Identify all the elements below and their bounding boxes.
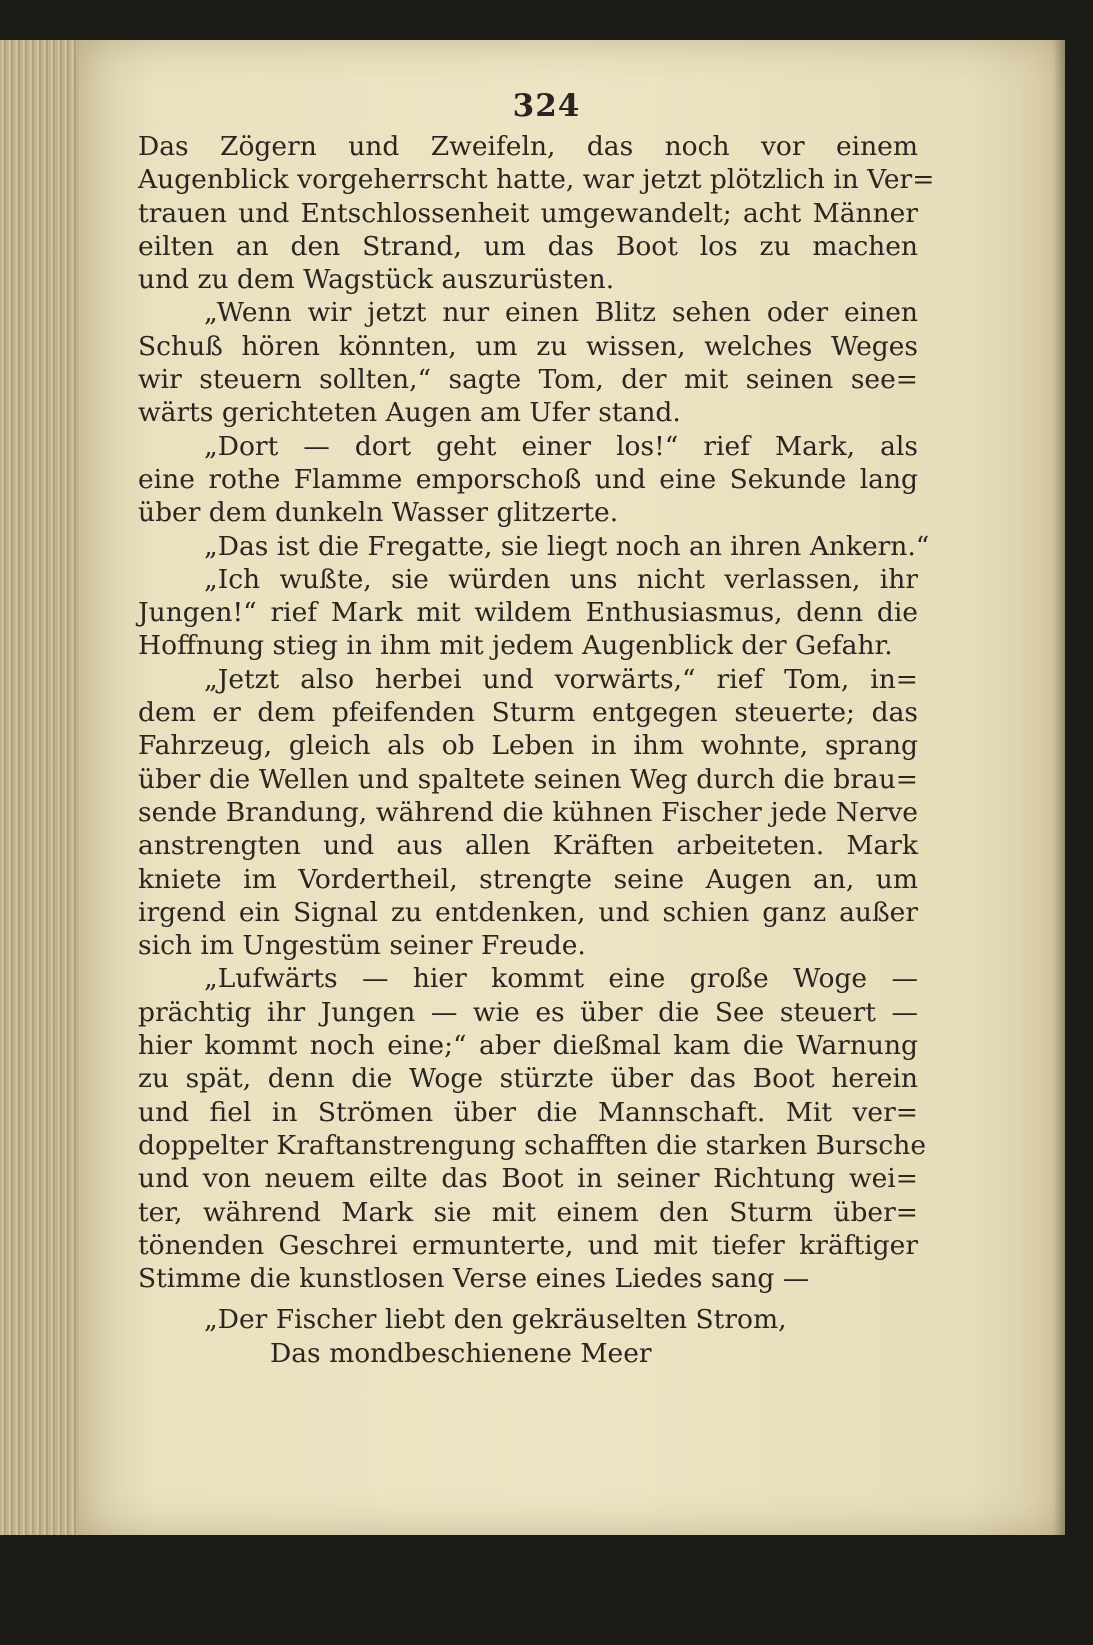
page-edges [0,40,82,1535]
text-line: eilten an den Strand, um das Boot los zu machen [138,230,918,262]
text-line: irgend ein Signal zu entdenken, und schien ganz außer [138,896,918,928]
text-line: über die Wellen und spaltete seinen Weg durch die brau= [138,763,918,795]
text-line: prächtig ihr Jungen — wie es über die See steuert — [138,996,918,1028]
text-line: eine rothe Flamme emporschoß und eine Sekunde lang [138,463,918,495]
text-line: wir steuern sollten,“ sagte Tom, der mit seinen see= [138,364,918,396]
text-line: wärts gerichteten Augen am Ufer stand. [138,397,681,429]
text-line: sich im Ungestüm seiner Freude. [138,930,586,962]
body-text [138,130,935,1370]
text-line: Fahrzeug, gleich als ob Leben in ihm wohnte, sprang [138,730,918,762]
text-line: „Das ist die Fregatte, sie liegt noch an ihren Ankern.“ [204,530,930,562]
page-number: 324 [512,88,581,124]
text-line: Stimme die kunstlosen Verse eines Liedes sang — [138,1263,810,1295]
text-line: tönenden Geschrei ermunterte, und mit tiefer kräftiger [138,1229,918,1261]
text-line: ter, während Mark sie mit einem den Sturm über= [138,1196,918,1228]
text-line: hier kommt noch eine;“ aber dießmal kam die Warnung [138,1030,918,1062]
text-line: dem er dem pfeifenden Sturm entgegen steuerte; das [138,697,918,729]
text-line: und zu dem Wagstück auszurüsten. [138,264,615,296]
text-line: Hoffnung stieg in ihm mit jedem Augenblick der Gefahr. [138,630,893,662]
text-line: „Wenn wir jetzt nur einen Blitz sehen oder einen [204,297,918,329]
poem-line: „Der Fischer liebt den gekräuselten Strom, [204,1304,787,1336]
text-line: über dem dunkeln Wasser glitzerte. [138,497,619,529]
text-line: zu spät, denn die Woge stürzte über das Boot herein [138,1063,918,1095]
text-line: Schuß hören könnten, um zu wissen, welches Weges [138,330,918,362]
text-line: Jungen!“ rief Mark mit wildem Enthusiasmus, denn die [138,597,918,629]
poem-verse [138,1303,918,1370]
text-line: und von neuem eilte das Boot in seiner Richtung wei= [138,1163,918,1195]
text-line: „Jetzt also herbei und vorwärts,“ rief Tom, in= [204,663,918,695]
text-line: anstrengten und aus allen Kräften arbeiteten. Mark [138,830,918,862]
binding-shadow [1053,0,1093,1645]
text-line: Das Zögern und Zweifeln, das noch vor einem [138,131,918,162]
text-line: und fiel in Strömen über die Mannschaft. Mit ver= [138,1096,918,1128]
text-line: kniete im Vordertheil, strengte seine Augen an, um [138,863,918,895]
text-line: „Ich wußte, sie würden uns nicht verlassen, ihr [204,563,918,595]
text-line: sende Brandung, während die kühnen Fischer jede Nerve [138,796,918,828]
text-line: „Lufwärts — hier kommt eine große Woge — [204,963,918,995]
text-line: „Dort — dort geht einer los!“ rief Mark, als [204,430,918,462]
text-line: Augenblick vorgeherrscht hatte, war jetzt plötzlich in Ver= [138,164,935,196]
poem-line: Das mondbeschienene Meer [270,1337,652,1369]
text-line: trauen und Entschlossenheit umgewandelt; acht Männer [138,197,918,229]
text-line: doppelter Kraftanstrengung schafften die starken Bursche [138,1129,927,1161]
